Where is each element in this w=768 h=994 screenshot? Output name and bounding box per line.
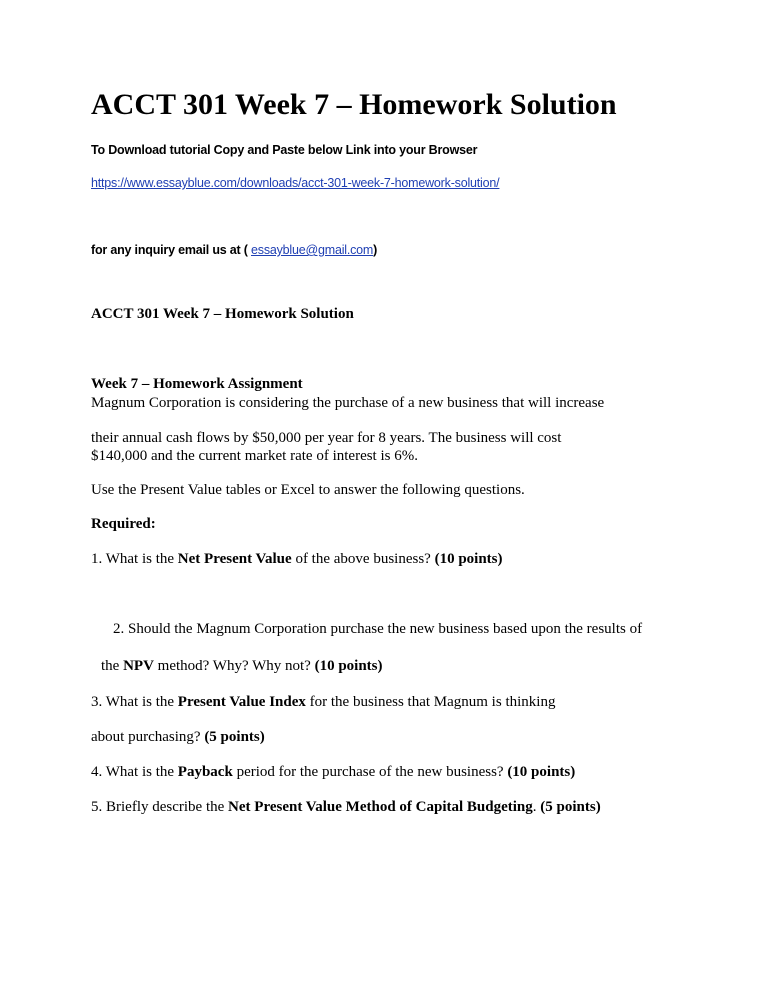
instructions-text: Use the Present Value tables or Excel to answer the following questions. [91,482,525,498]
question-text: of the above business? [291,551,435,567]
question-points: (10 points) [507,764,576,780]
assignment-heading: Week 7 – Homework Assignment [91,376,303,392]
question-5 [91,799,601,816]
question-2-continued [101,658,383,675]
paragraph-line-2: their annual cash flows by $50,000 per year for 8 years. The business will cost [91,430,562,446]
question-4 [91,764,575,781]
question-points: (5 points) [540,799,601,815]
question-term: Net Present Value [177,551,292,567]
inquiry-email-link[interactable]: essayblue@gmail.com [251,243,374,257]
paragraph-line-1: Magnum Corporation is considering the purchase of a new business that will increase [91,395,605,411]
question-term: Present Value Index [177,694,306,710]
download-instruction: To Download tutorial Copy and Paste below Link into your Browser [91,143,478,157]
question-term: Net Present Value Method of Capital Budgeting [228,799,533,815]
inquiry-line [91,243,377,257]
question-term: NPV [123,658,154,674]
question-term: Payback [177,764,233,780]
subtitle: ACCT 301 Week 7 – Homework Solution [91,306,354,322]
question-2 [113,621,642,638]
question-text: . [532,799,541,815]
question-3-continued [91,729,265,746]
question-text: 4. What is the [91,764,178,780]
paragraph-line-3: $140,000 and the current market rate of interest is 6%. [91,448,418,464]
question-text: 3. What is the [91,694,178,710]
question-text: about purchasing? [91,729,205,745]
inquiry-prefix: for any inquiry email us at ( [91,243,252,257]
question-1 [91,551,503,568]
question-points: (10 points) [314,658,383,674]
question-text: 5. Briefly describe the [91,799,229,815]
question-3 [91,694,555,711]
inquiry-suffix: ) [373,243,378,257]
question-points: (5 points) [204,729,265,745]
question-text: period for the purchase of the new business? [232,764,508,780]
question-text: 1. What is the [91,551,178,567]
question-text: for the business that Magnum is thinking [305,694,556,710]
required-label: Required: [91,516,156,532]
download-link[interactable]: https://www.essayblue.com/downloads/acct-301-week-7-homework-solution/ [91,176,500,190]
question-points: (10 points) [434,551,503,567]
question-text: 2. Should the Magnum Corporation purchase the new business based upon the results of [113,621,643,637]
page-title: ACCT 301 Week 7 – Homework Solution [91,88,617,121]
question-text: the [101,658,124,674]
question-text: method? Why? Why not? [153,658,315,674]
